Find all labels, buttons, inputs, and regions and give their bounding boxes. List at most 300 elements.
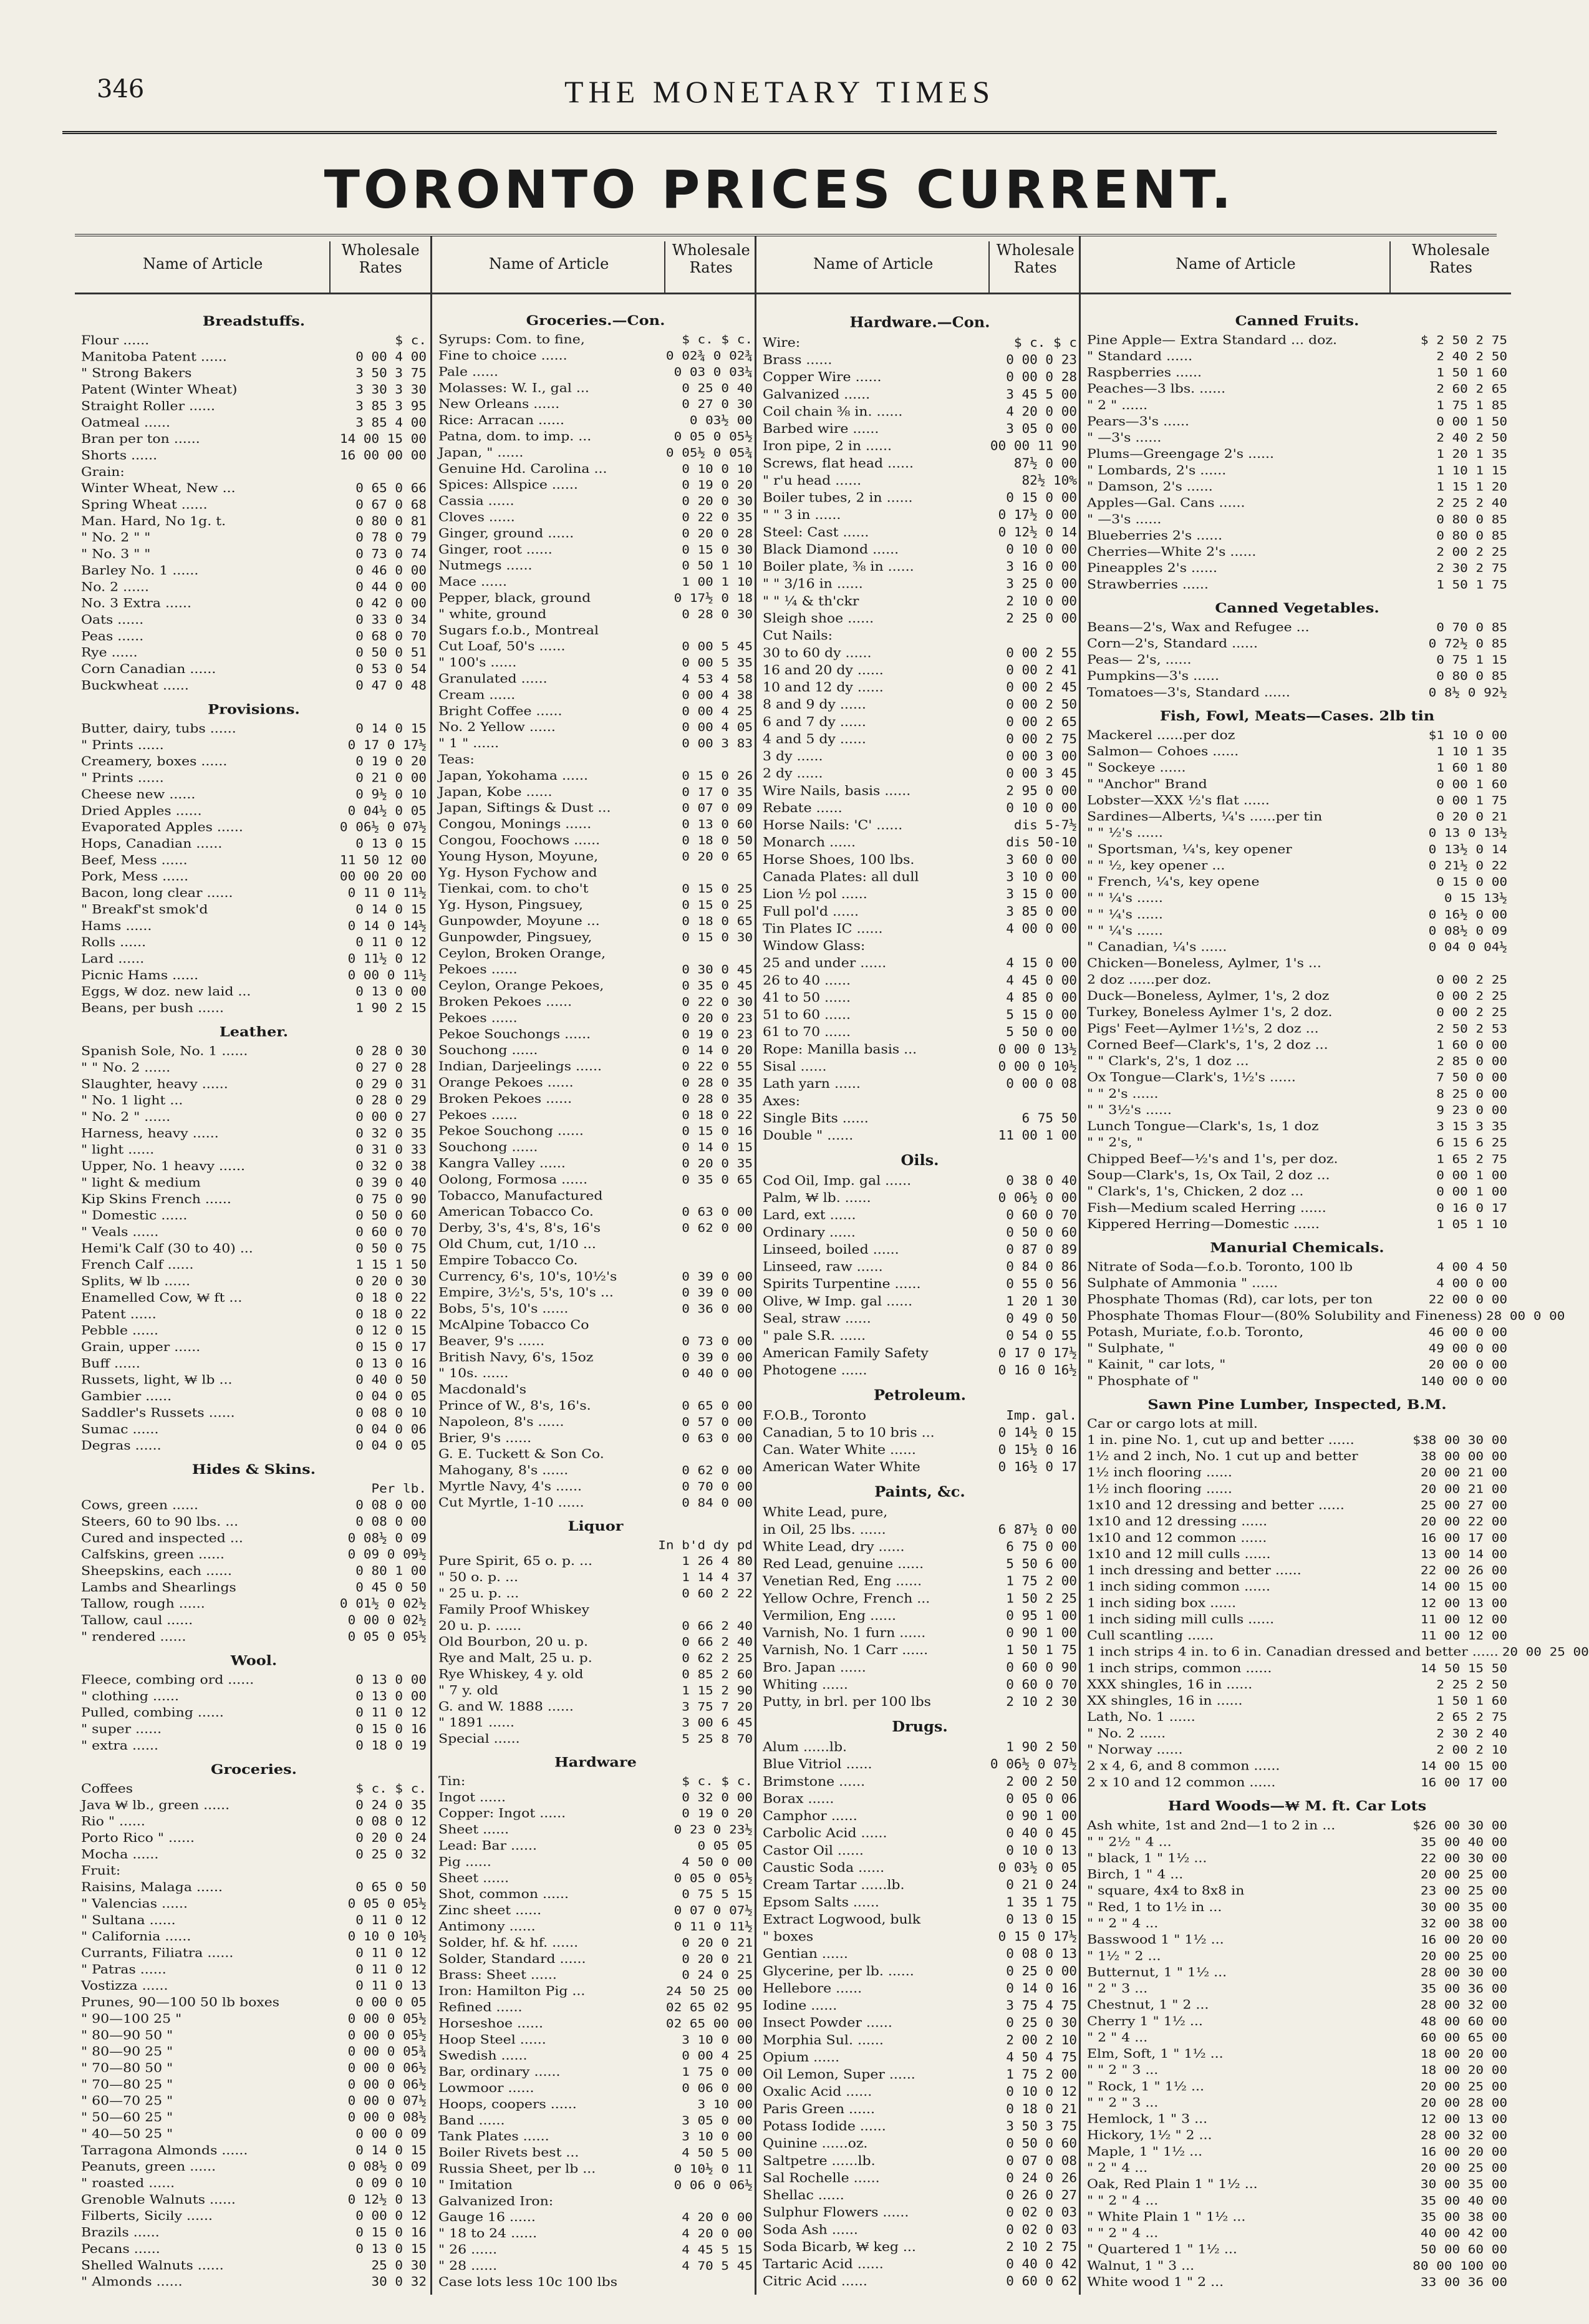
article-name: Harness, heavy ...... [81, 1126, 219, 1141]
article-name: Young Hyson, Moyune, [438, 850, 599, 864]
article-price [749, 1446, 753, 1463]
price-row [1087, 544, 1507, 560]
price-row [763, 2135, 1077, 2152]
price-row [438, 1553, 753, 1569]
price-row [81, 2257, 427, 2273]
price-row [81, 1060, 427, 1076]
price-row [763, 1504, 1077, 1521]
article-name: Congou, Monings ...... [438, 817, 592, 831]
price-row [763, 1007, 1077, 1024]
article-price: 0 32 0 38 [355, 1159, 427, 1173]
column-header-rates: Wholesale Rates [988, 241, 1081, 293]
article-name: Cloves ...... [438, 510, 515, 525]
article-price: 0 13 0 00 [355, 984, 427, 999]
price-row [763, 1929, 1077, 1946]
article-price: 0 24 0 25 [682, 1968, 753, 1982]
article-price: 5 50 6 00 [1006, 1556, 1077, 1571]
article-price: 20 00 0 00 [1428, 1358, 1507, 1372]
price-row [763, 1894, 1077, 1911]
article-price: 0 27 0 28 [355, 1060, 427, 1075]
article-price: 28 00 30 00 [1420, 1965, 1507, 1979]
article-name: " " Clark's, 2's, 1 doz ... [1087, 1054, 1249, 1068]
price-row [438, 2242, 753, 2258]
article-name: American Water White [763, 1460, 920, 1475]
price-row [438, 1140, 753, 1156]
price-row [81, 1596, 427, 1612]
article-name: Horse Shoes, 100 lbs. [763, 852, 915, 868]
price-table [75, 234, 1589, 2295]
price-row [81, 496, 427, 513]
article-name: Brazils ...... [81, 2225, 160, 2240]
article-name: Citric Acid ...... [763, 2274, 867, 2289]
price-row [1087, 939, 1507, 956]
price-row [81, 513, 427, 530]
price-row [81, 382, 427, 398]
section-title: Canned Fruits. [1235, 312, 1360, 329]
price-row [1087, 2046, 1507, 2062]
article-name: Hemlock, 1 " 3 ... [1087, 2112, 1208, 2127]
price-row [81, 2027, 427, 2043]
price-row [438, 477, 753, 493]
price-row [81, 770, 427, 786]
article-price: 0 15 0 00 [1006, 490, 1077, 505]
article-name: Birch, 1 " 4 ... [1087, 1867, 1184, 1882]
article-name: Morphia Sul. ...... [763, 2033, 884, 2048]
article-price: 35 00 40 00 [1420, 1835, 1507, 1849]
article-price: 4 00 0 00 [1436, 1276, 1507, 1290]
article-name: Cull scantling ...... [1087, 1629, 1214, 1643]
article-price: 0 20 0 30 [682, 494, 753, 508]
article-price: 20 00 25 00 [1502, 1645, 1589, 1659]
article-name: Apples—Gal. Cans ...... [1087, 496, 1245, 511]
article-price: 6 75 0 00 [1006, 1539, 1077, 1554]
article-name: " light ...... [81, 1143, 155, 1158]
article-name: Case lots less 10c 100 lbs [438, 2275, 617, 2290]
article-name [438, 1537, 654, 1554]
article-name: " 1 " ...... [438, 737, 500, 751]
price-row [763, 1207, 1077, 1224]
article-price: 0 17 0 17½ [347, 738, 427, 752]
article-price [749, 1236, 753, 1252]
article-price: 11 00 1 00 [998, 1128, 1077, 1143]
article-price: 0 40 0 45 [1006, 1826, 1077, 1841]
article-price: 0 27 0 30 [682, 397, 753, 411]
article-name: Oats ...... [81, 612, 144, 627]
article-name: Buckwheat ...... [81, 679, 189, 693]
price-row [763, 972, 1077, 989]
article-price: 0 18 0 50 [682, 833, 753, 847]
article-price: 0 22 0 55 [682, 1060, 753, 1073]
section-title: Sawn Pine Lumber, Inspected, B.M. [1147, 1396, 1447, 1413]
article-name: Kip Skins French ...... [81, 1192, 231, 1207]
price-row [438, 2048, 753, 2064]
article-price: 0 25 0 40 [682, 381, 753, 395]
article-price: 0 70 0 00 [682, 1479, 753, 1493]
price-row [763, 1362, 1077, 1379]
price-row [438, 1382, 753, 1398]
price-row [763, 2187, 1077, 2204]
article-price: 82½ 10% [1022, 473, 1077, 488]
price-row [438, 1495, 753, 1511]
article-name: 3 dy ...... [763, 748, 823, 764]
price-row [438, 2161, 753, 2177]
article-name: " Sockeye ...... [1087, 760, 1186, 775]
article-name: Mahogany, 8's ...... [438, 1463, 569, 1478]
article-price: 0 31 0 33 [355, 1143, 427, 1157]
article-name: " 50—60 25 " [81, 2110, 173, 2125]
article-name: Hops, Canadian ...... [81, 836, 223, 851]
article-name: Lion ½ pol ...... [763, 887, 867, 902]
article-name: " Prints ...... [81, 771, 164, 786]
article-price: 0 26 0 27 [1006, 2187, 1077, 2202]
price-row [763, 679, 1077, 697]
article-price: 0 28 0 35 [682, 1076, 753, 1090]
article-price: 20 00 22 00 [1420, 1514, 1507, 1529]
price-row [81, 2224, 427, 2240]
article-price: 0 05 0 05½ [347, 1897, 427, 1910]
price-row [1087, 1530, 1507, 1546]
article-price [1504, 1416, 1507, 1432]
article-name: Pine Apple— Extra Standard ... doz. [1087, 333, 1337, 347]
article-price: 0 15 0 00 [1436, 874, 1507, 889]
article-price: 0 00 2 41 [1006, 662, 1077, 677]
article-name: Oak, Red Plain 1 " 1½ ... [1087, 2177, 1258, 2192]
price-row [438, 1634, 753, 1650]
price-row [1087, 332, 1507, 348]
article-name: Sheet ...... [438, 1871, 510, 1886]
price-row [1087, 2192, 1507, 2209]
price-row [438, 1430, 753, 1446]
article-name: 1x10 and 12 common ...... [1087, 1531, 1267, 1546]
price-row [763, 1172, 1077, 1189]
article-name: 1 inch strips, common ...... [1087, 1661, 1272, 1676]
price-row [763, 1739, 1077, 1756]
price-row [763, 593, 1077, 610]
price-row [763, 1093, 1077, 1110]
article-name: Pig ...... [438, 1855, 491, 1869]
article-name: 2 doz ......per doz. [1087, 972, 1212, 987]
price-row [1087, 890, 1507, 906]
article-price: 0 80 1 00 [355, 1564, 427, 1578]
article-price: 0 18 0 65 [682, 914, 753, 928]
article-price: 0 15 0 16 [355, 1722, 427, 1736]
article-name: " rendered ...... [81, 1630, 186, 1644]
article-price: 0 21½ 0 22 [1428, 858, 1507, 873]
price-row [438, 1204, 753, 1220]
article-name: Barbed wire ...... [763, 421, 879, 437]
article-price: 16 00 20 00 [1420, 1932, 1507, 1947]
article-name: Cut Myrtle, 1-10 ...... [438, 1496, 584, 1510]
section-title: Drugs. [892, 1718, 948, 1735]
price-row [438, 1650, 753, 1667]
article-name: Lard ...... [81, 952, 145, 966]
price-row [438, 1317, 753, 1334]
article-price [423, 1863, 427, 1879]
price-row [438, 639, 753, 655]
article-price: 0 60 0 90 [1006, 1660, 1077, 1675]
article-price: 14 00 15 00 [1420, 1759, 1507, 1773]
price-row [1087, 2062, 1507, 2078]
article-name: Hemi'k Calf (30 to 40) ... [81, 1241, 253, 1256]
price-row [81, 934, 427, 951]
price-row [1087, 1899, 1507, 1915]
price-row [438, 1602, 753, 1618]
article-price: In b'd dy pd [658, 1538, 753, 1552]
article-price: 0 75 1 15 [1436, 652, 1507, 667]
article-price [1073, 627, 1077, 645]
article-price: 0 10 0 13 [1006, 1843, 1077, 1858]
article-price: 49 00 0 00 [1428, 1341, 1507, 1355]
price-row [438, 1188, 753, 1204]
price-row [438, 849, 753, 865]
price-row [438, 897, 753, 913]
price-row [1087, 2128, 1507, 2144]
article-price: 4 00 0 00 [1006, 921, 1077, 936]
article-name: " " ¼'s ...... [1087, 891, 1163, 906]
section-title: Hides & Skins. [191, 1461, 316, 1478]
price-row [763, 1075, 1077, 1093]
article-name: No. 2 Yellow ...... [438, 720, 556, 735]
article-price: 0 04 0 04½ [1428, 940, 1507, 954]
article-name: Peas— 2's, ...... [1087, 652, 1192, 667]
article-name: " 2 " 4 ... [1087, 2030, 1148, 2045]
article-price: 0 11 0 12 [355, 1705, 427, 1720]
article-price: 0 20 0 23 [682, 1011, 753, 1025]
price-row [763, 730, 1077, 748]
article-name: Man. Hard, No 1g. t. [81, 514, 226, 529]
article-price: 1 90 2 50 [1006, 1740, 1077, 1755]
price-row [81, 1530, 427, 1546]
article-price: 0 28 0 35 [682, 1092, 753, 1106]
article-price: 0 00 0 23 [1006, 352, 1077, 367]
price-row [81, 1721, 427, 1737]
article-name: Sardines—Alberts, ¼'s ......per tin [1087, 810, 1323, 824]
price-row [763, 662, 1077, 679]
article-name: 1 in. pine No. 1, cut up and better ...... [1087, 1433, 1355, 1448]
article-name: Patna, dom. to imp. ... [438, 430, 592, 444]
price-row [438, 1699, 753, 1715]
section-title: Oils. [901, 1151, 939, 1169]
article-name: " Patras ...... [81, 1962, 167, 1977]
section-title: Groceries.—Con. [526, 312, 665, 329]
article-price: 0 73 0 00 [682, 1334, 753, 1348]
article-price: 13 00 14 00 [1420, 1547, 1507, 1561]
price-row [763, 1556, 1077, 1573]
article-price: 1 50 2 25 [1006, 1591, 1077, 1606]
article-name: " extra ...... [81, 1738, 158, 1753]
price-row [81, 2093, 427, 2109]
price-row [81, 2241, 427, 2257]
article-name: Yg. Hyson Fychow and [438, 866, 597, 880]
article-price: 00 00 20 00 [339, 869, 427, 884]
price-row [438, 929, 753, 946]
article-name: Tienkai, com. to cho't [438, 882, 589, 896]
article-name: Paris Green ...... [763, 2101, 876, 2117]
article-price: 0 50 0 51 [355, 646, 427, 660]
article-price: 1 50 1 60 [1436, 366, 1507, 380]
article-name: Russia Sheet, per lb ... [438, 2162, 596, 2176]
price-row [763, 1345, 1077, 1362]
article-name: 16 and 20 dy ...... [763, 662, 884, 678]
article-price: 0 87 0 89 [1006, 1242, 1077, 1257]
article-name: " " 2's ...... [1087, 1087, 1159, 1101]
price-row [763, 369, 1077, 386]
article-name: " Sportsman, ¼'s, key opener [1087, 842, 1292, 857]
price-column-2 [430, 236, 756, 2295]
article-name: Genuine Hd. Carolina ... [438, 462, 607, 477]
article-price: 0 04½ 0 05 [347, 804, 427, 818]
price-row [81, 1438, 427, 1454]
price-row [1087, 956, 1507, 972]
price-row [1087, 1612, 1507, 1628]
article-name: Copper Wire ...... [763, 370, 882, 385]
article-price: 0 00 0 09 [355, 2127, 427, 2141]
article-price: 0 35 0 65 [682, 1173, 753, 1186]
article-name: Gentian ...... [763, 1947, 848, 1962]
price-row [763, 696, 1077, 714]
article-name: Lead: Bar ...... [438, 1839, 537, 1853]
article-name: Pekoes ...... [438, 1011, 518, 1025]
article-price: 0 00 3 45 [1006, 766, 1077, 781]
price-row [81, 1929, 427, 1945]
article-name: " Norway ...... [1087, 1743, 1183, 1757]
article-price: 24 50 25 00 [665, 1984, 753, 1998]
article-price: 0 57 0 00 [682, 1415, 753, 1429]
article-price: 35 00 38 00 [1420, 2210, 1507, 2224]
article-name: Boiler tubes, 2 in ...... [763, 490, 913, 506]
price-row [438, 1334, 753, 1350]
article-name: Sheepskins, each ...... [81, 1564, 233, 1579]
article-name: 1x10 and 12 dressing and better ...... [1087, 1498, 1345, 1513]
article-name: Shot, common ...... [438, 1887, 569, 1902]
article-name: Degras ...... [81, 1438, 162, 1453]
article-price: 0 05 0 06 [1006, 1791, 1077, 1806]
article-name: " "Anchor" Brand [1087, 777, 1207, 792]
price-row [763, 2256, 1077, 2273]
article-price: 0 30 0 45 [682, 962, 753, 977]
price-row [763, 2169, 1077, 2187]
column-header [75, 236, 430, 294]
article-name: Bro. Japan ...... [763, 1660, 866, 1675]
article-name: in Oil, 25 lbs. ...... [763, 1522, 886, 1537]
article-price: 11 50 12 00 [339, 853, 427, 867]
article-price: 0 06 0 06½ [674, 2178, 753, 2192]
article-name: " 60—70 25 " [81, 2094, 173, 2109]
price-row [1087, 2209, 1507, 2225]
article-name: " " 2½ " 4 ... [1087, 1835, 1172, 1849]
price-row [81, 2044, 427, 2060]
article-name: Raspberries ...... [1087, 366, 1202, 380]
article-name: " No. 2 " " [81, 530, 151, 545]
article-name: Gambier ...... [81, 1389, 172, 1404]
price-row [81, 1879, 427, 1896]
article-name: " 18 to 24 ...... [438, 2227, 538, 2241]
article-price: 3 75 7 20 [682, 1700, 753, 1713]
price-row [763, 438, 1077, 455]
column-header-rates: Wholesale Rates [664, 241, 756, 293]
price-row [438, 428, 753, 445]
article-name: 6 and 7 dy ...... [763, 714, 866, 730]
article-name: 30 to 60 dy ...... [763, 646, 872, 661]
price-row [81, 1945, 427, 1961]
price-row [81, 596, 427, 612]
article-price: 0 45 0 50 [355, 1581, 427, 1594]
price-row [763, 1590, 1077, 1607]
article-name: Tallow, caul ...... [81, 1613, 193, 1628]
price-row [1087, 1432, 1507, 1448]
article-price: 0 68 0 70 [355, 629, 427, 643]
article-price: 8 25 0 00 [1436, 1087, 1507, 1101]
article-price: 0 15 0 16 [682, 1124, 753, 1138]
article-price: 3 85 4 00 [355, 415, 427, 430]
article-price: 0 75 0 90 [355, 1192, 427, 1206]
article-price [749, 1317, 753, 1334]
article-name: Splits, ₩ lb ...... [81, 1274, 191, 1289]
price-row [438, 2032, 753, 2048]
article-price: 20 00 25 00 [1420, 1949, 1507, 1963]
article-price: 40 00 42 00 [1420, 2226, 1507, 2240]
article-price: 0 62 2 25 [682, 1651, 753, 1665]
article-name: Car or cargo lots at mill. [1087, 1416, 1258, 1431]
article-price: 0 02¾ 0 02¾ [665, 349, 753, 362]
article-name: Beans—2's, Wax and Refugee ... [1087, 620, 1310, 635]
article-name: Sheet ...... [438, 1823, 510, 1837]
article-price: 0 28 0 30 [355, 1044, 427, 1058]
price-row [763, 765, 1077, 783]
article-name: Hams ...... [81, 919, 152, 934]
price-row [438, 2064, 753, 2080]
article-price: 0 11 0 12 [355, 935, 427, 949]
article-price: 0 13 0 15 [1006, 1912, 1077, 1927]
article-name: " r'u head ...... [763, 473, 862, 488]
article-price: 1 15 2 90 [682, 1683, 753, 1697]
section-title: Liquor [568, 1518, 624, 1534]
newspaper-page [62, 69, 1589, 2302]
article-price: 0 50 0 60 [1006, 1225, 1077, 1240]
article-name: Insect Powder ...... [763, 2015, 892, 2031]
article-name: Pekoe Souchong ...... [438, 1124, 584, 1139]
article-price: 0 10 0 10 [682, 462, 753, 476]
article-name: Peanuts, green ...... [81, 2159, 216, 2174]
article-price: $ c. $ c. [355, 1781, 427, 1796]
article-price: 2 65 2 75 [1436, 1710, 1507, 1724]
article-name: 1x10 and 12 dressing ...... [1087, 1514, 1268, 1529]
article-price: 60 00 65 00 [1420, 2030, 1507, 2045]
article-price: 0 67 0 68 [355, 498, 427, 512]
price-row [438, 704, 753, 720]
article-name: Walnut, 1 " 3 ... [1087, 2259, 1195, 2273]
article-name: " " ¼'s ...... [1087, 924, 1163, 938]
article-price: 0 25 0 00 [1006, 1963, 1077, 1978]
article-name: 8 and 9 dy ...... [763, 697, 866, 712]
article-name: Rope: Manilla basis ... [763, 1042, 917, 1057]
article-name: Seal, straw ...... [763, 1311, 871, 1327]
price-row [1087, 1102, 1507, 1118]
price-row [1087, 1168, 1507, 1184]
article-price [749, 1382, 753, 1398]
article-price: 0 21 0 24 [1006, 1877, 1077, 1892]
article-price: 140 00 0 00 [1420, 1374, 1507, 1388]
article-price: 22 00 26 00 [1420, 1563, 1507, 1577]
article-price: 3 15 0 00 [1006, 887, 1077, 901]
article-name: Black Diamond ...... [763, 542, 899, 558]
article-name: " Damson, 2's ...... [1087, 480, 1213, 494]
article-price: 4 20 0 00 [682, 2227, 753, 2240]
article-name: Potash, Muriate, f.o.b. Toronto, [1087, 1325, 1304, 1340]
price-row [1087, 923, 1507, 939]
article-name: Swedish ...... [438, 2049, 528, 2063]
price-row [763, 1756, 1077, 1773]
